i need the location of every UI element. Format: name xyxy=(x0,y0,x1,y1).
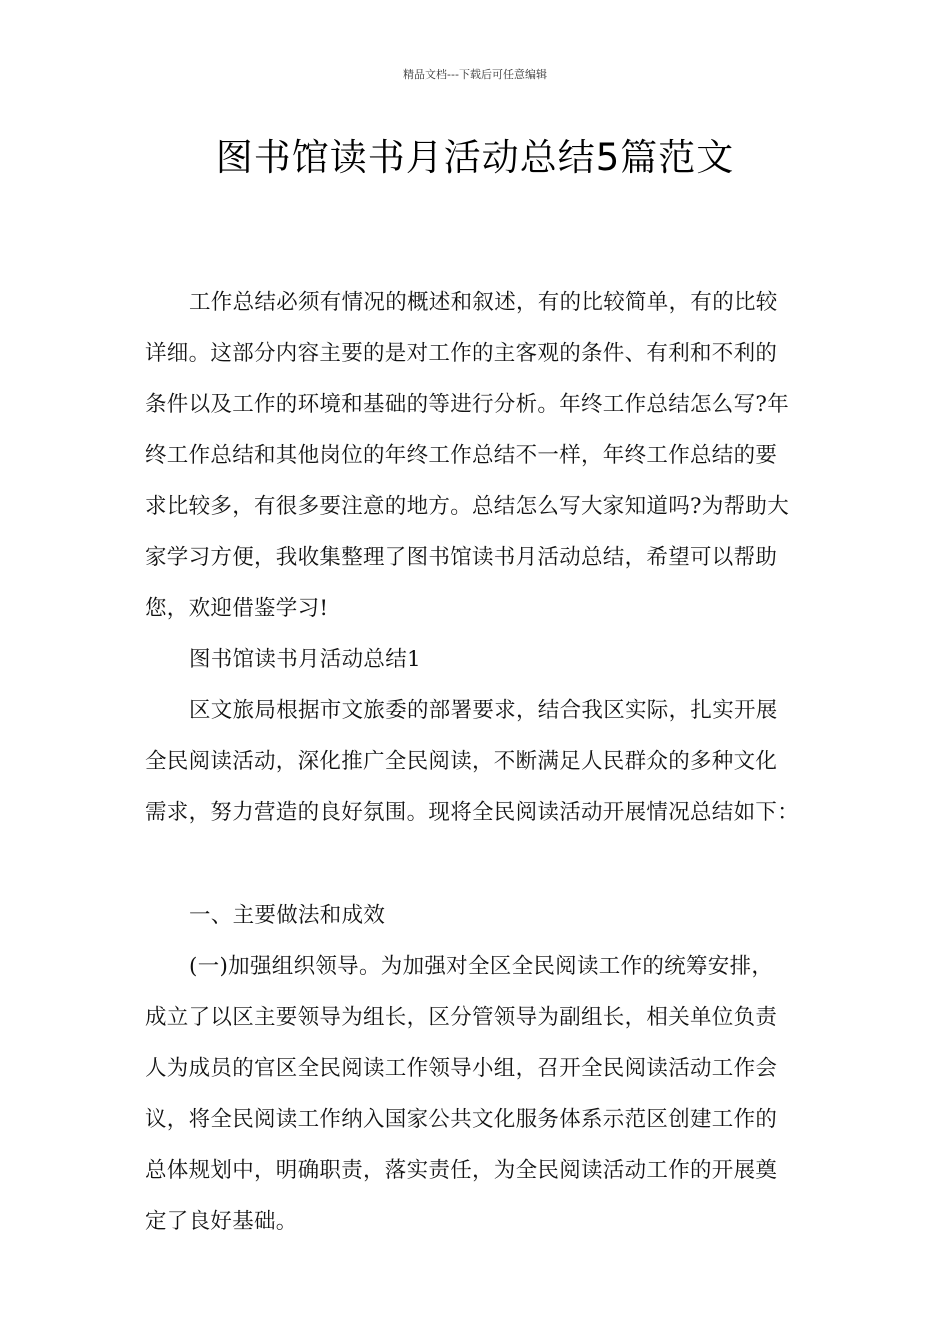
paragraph-line: 成立了以区主要领导为组长，区分管领导为副组长，相关单位负责 xyxy=(145,1005,778,1030)
paragraph-line: 议，将全民阅读工作纳入国家公共文化服务体系示范区创建工作的 xyxy=(145,1107,778,1132)
document-body xyxy=(145,283,815,1253)
paragraph-line: 终工作总结和其他岗位的年终工作总结不一样，年终工作总结的要 xyxy=(145,443,778,468)
paragraph-line: 家学习方便，我收集整理了图书馆读书月活动总结，希望可以帮助 xyxy=(145,545,778,570)
paragraph-line: 求比较多，有很多要注意的地方。总结怎么写大家知道吗?为帮助大 xyxy=(145,494,790,519)
page-header: 精品文档---下载后可任意编辑 xyxy=(403,68,547,81)
paragraph-line: 您，欢迎借鉴学习! xyxy=(145,596,329,621)
paragraph-line: (一)加强组织领导。为加强对全区全民阅读工作的统筹安排， xyxy=(189,954,774,979)
document-title: 图书馆读书月活动总结5篇范文 xyxy=(215,136,735,179)
paragraph-line: 全民阅读活动，深化推广全民阅读，不断满足人民群众的多种文化 xyxy=(145,749,778,774)
paragraph-line: 条件以及工作的环境和基础的等进行分析。年终工作总结怎么写?年 xyxy=(145,392,790,417)
paragraph-line: 区文旅局根据市文旅委的部署要求，结合我区实际，扎实开展 xyxy=(189,698,778,723)
paragraph-line: 人为成员的官区全民阅读工作领导小组，召开全民阅读活动工作会 xyxy=(145,1056,778,1081)
paragraph-line: 需求，努力营造的良好氛围。现将全民阅读活动开展情况总结如下： xyxy=(145,800,800,825)
section-heading: 图书馆读书月活动总结1 xyxy=(189,647,421,672)
paragraph-line: 定了良好基础。 xyxy=(145,1209,298,1234)
paragraph-line: 工作总结必须有情况的概述和叙述，有的比较简单，有的比较 xyxy=(189,290,778,315)
paragraph-line: 总体规划中，明确职责，落实责任，为全民阅读活动工作的开展奠 xyxy=(145,1158,778,1183)
section-heading: 一、主要做法和成效 xyxy=(189,903,386,928)
paragraph-gap xyxy=(145,844,815,896)
paragraph-line: 详细。这部分内容主要的是对工作的主客观的条件、有利和不利的 xyxy=(145,341,778,366)
